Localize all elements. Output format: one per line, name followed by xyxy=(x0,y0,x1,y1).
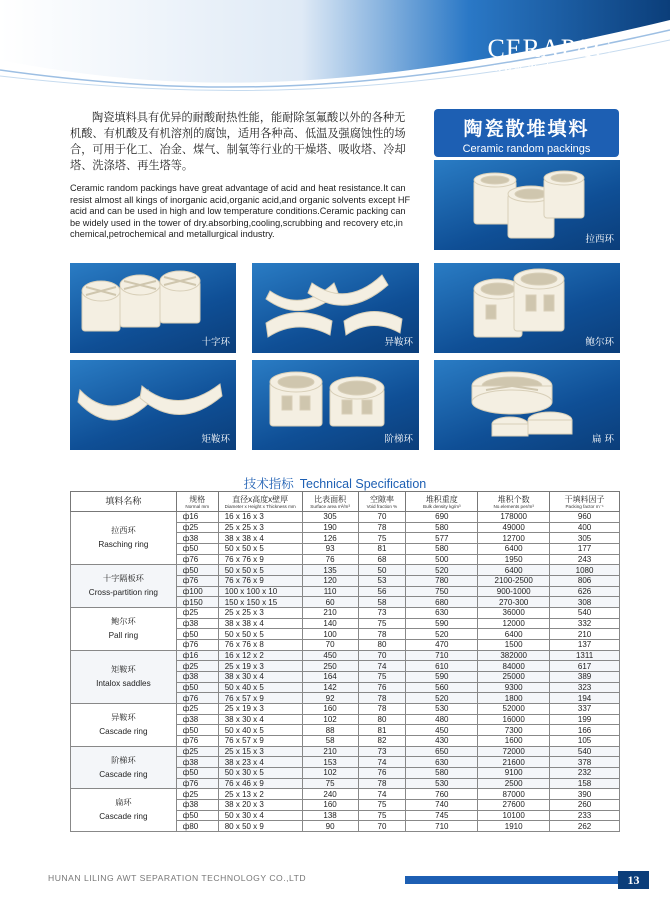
surface-area-cell: 102 xyxy=(302,768,358,779)
element-count-cell: 12000 xyxy=(478,618,550,629)
surface-area-cell: 190 xyxy=(302,522,358,533)
packing-factor-cell: 137 xyxy=(550,640,620,651)
packing-factor-cell: 233 xyxy=(550,810,620,821)
spec-title xyxy=(0,474,670,492)
void-fraction-cell: 53 xyxy=(358,576,406,587)
element-count-cell: 12700 xyxy=(478,533,550,544)
bulk-density-cell: 760 xyxy=(406,789,478,800)
dimensions-cell: 38 x 20 x 3 xyxy=(218,800,302,811)
surface-area-cell: 138 xyxy=(302,810,358,821)
void-fraction-cell: 70 xyxy=(358,512,406,523)
packing-factor-cell: 540 xyxy=(550,746,620,757)
surface-area-cell: 76 xyxy=(302,554,358,565)
surface-area-cell: 164 xyxy=(302,672,358,683)
surface-area-cell: 142 xyxy=(302,682,358,693)
size-cell: ф76 xyxy=(176,693,218,704)
packing-factor-cell: 332 xyxy=(550,618,620,629)
packing-name-cn: 异鞍环 xyxy=(111,712,136,722)
spec-title-cn: 技术指标 xyxy=(243,476,294,491)
element-count-cell: 87000 xyxy=(478,789,550,800)
packing-name-cn: 鲍尔环 xyxy=(111,616,136,626)
photo-label: 扁 环 xyxy=(591,434,614,445)
dimensions-cell: 50 x 50 x 5 xyxy=(218,565,302,576)
element-count-cell: 21600 xyxy=(478,757,550,768)
dimensions-cell: 76 x 46 x 9 xyxy=(218,778,302,789)
packing-name-en: Cascade ring xyxy=(99,726,148,736)
dimensions-cell: 80 x 50 x 9 xyxy=(218,821,302,832)
bulk-density-cell: 520 xyxy=(406,629,478,640)
surface-area-cell: 126 xyxy=(302,533,358,544)
photo-pall-ring xyxy=(434,263,620,353)
dimensions-cell: 150 x 150 x 15 xyxy=(218,597,302,608)
dimensions-cell: 25 x 19 x 3 xyxy=(218,704,302,715)
photo-intalox-saddle xyxy=(70,360,236,450)
packing-factor-cell: 806 xyxy=(550,576,620,587)
dimensions-cell: 50 x 50 x 5 xyxy=(218,544,302,555)
void-fraction-cell: 82 xyxy=(358,736,406,747)
packing-factor-cell: 194 xyxy=(550,693,620,704)
col-header-bulk-density: 堆积重度 Bulk density kg/m³ xyxy=(406,492,478,512)
packing-factor-cell: 617 xyxy=(550,661,620,672)
bulk-density-cell: 780 xyxy=(406,576,478,587)
surface-area-cell: 60 xyxy=(302,597,358,608)
element-count-cell: 900-1000 xyxy=(478,586,550,597)
void-fraction-cell: 76 xyxy=(358,768,406,779)
packing-name-en: Cascade ring xyxy=(99,769,148,779)
void-fraction-cell: 50 xyxy=(358,565,406,576)
packing-name-cn: 矩鞍环 xyxy=(111,664,136,674)
size-cell: ф76 xyxy=(176,778,218,789)
dimensions-cell: 50 x 30 x 5 xyxy=(218,768,302,779)
bulk-density-cell: 580 xyxy=(406,544,478,555)
col-header-element-count: 堆积个数 No.elements per/m³ xyxy=(478,492,550,512)
bulk-density-cell: 530 xyxy=(406,704,478,715)
size-cell: ф38 xyxy=(176,714,218,725)
dimensions-cell: 76 x 57 x 9 xyxy=(218,736,302,747)
size-cell: ф76 xyxy=(176,554,218,565)
void-fraction-cell: 78 xyxy=(358,704,406,715)
packing-factor-cell: 1311 xyxy=(550,650,620,661)
size-cell: ф25 xyxy=(176,704,218,715)
surface-area-cell: 110 xyxy=(302,586,358,597)
intro-chinese: 陶瓷填料具有优异的耐酸耐热性能，能耐除氢氟酸以外的各种无机酸、有机酸及有机溶剂的腐蚀，适用各种高、低温及强腐蚀性的场合，可用于化工、冶金、煤气、制氧等行业的干燥塔、吸收塔、冷却塔、洗涤塔、再生塔等。 xyxy=(70,111,406,172)
bulk-density-cell: 500 xyxy=(406,554,478,565)
packing-name-cn: 十字隔板环 xyxy=(102,574,144,584)
void-fraction-cell: 74 xyxy=(358,789,406,800)
size-cell: ф76 xyxy=(176,640,218,651)
photo-label: 阶梯环 xyxy=(384,434,413,445)
bulk-density-cell: 560 xyxy=(406,682,478,693)
spec-table xyxy=(70,491,620,832)
col-header-dimensions: 直径x高度x壁厚 Diameter x Height x Thickness mm xyxy=(218,492,302,512)
spec-table-body xyxy=(71,512,620,832)
surface-area-cell: 210 xyxy=(302,746,358,757)
photo-flat-ring xyxy=(434,360,620,450)
size-cell: ф25 xyxy=(176,746,218,757)
bulk-density-cell: 530 xyxy=(406,778,478,789)
void-fraction-cell: 81 xyxy=(358,544,406,555)
dimensions-cell: 76 x 76 x 8 xyxy=(218,640,302,651)
size-cell: ф25 xyxy=(176,522,218,533)
void-fraction-cell: 78 xyxy=(358,522,406,533)
packing-name-cell xyxy=(71,650,177,703)
surface-area-cell: 160 xyxy=(302,704,358,715)
packing-factor-cell: 400 xyxy=(550,522,620,533)
void-fraction-cell: 56 xyxy=(358,586,406,597)
surface-area-cell: 135 xyxy=(302,565,358,576)
col-header-size: 规格 Normal mm xyxy=(176,492,218,512)
bulk-density-cell: 580 xyxy=(406,768,478,779)
surface-area-cell: 92 xyxy=(302,693,358,704)
photo-cascade-ring xyxy=(252,360,419,450)
surface-area-cell: 90 xyxy=(302,821,358,832)
packing-name-cell xyxy=(71,704,177,747)
size-cell: ф80 xyxy=(176,821,218,832)
page-footer xyxy=(0,873,670,887)
packing-factor-cell: 243 xyxy=(550,554,620,565)
packing-factor-cell: 323 xyxy=(550,682,620,693)
packing-name-en: Cascade ring xyxy=(99,812,148,822)
surface-area-cell: 58 xyxy=(302,736,358,747)
surface-area-cell: 250 xyxy=(302,661,358,672)
size-cell: ф150 xyxy=(176,597,218,608)
company-name: HUNAN LILING AWT SEPARATION TECHNOLOGY CO.,LTD xyxy=(48,873,307,883)
bulk-density-cell: 520 xyxy=(406,565,478,576)
element-count-cell: 72000 xyxy=(478,746,550,757)
size-cell: ф25 xyxy=(176,661,218,672)
bulk-density-cell: 710 xyxy=(406,821,478,832)
bulk-density-cell: 650 xyxy=(406,746,478,757)
size-cell: ф38 xyxy=(176,672,218,683)
element-count-cell: 1500 xyxy=(478,640,550,651)
dimensions-cell: 16 x 16 x 3 xyxy=(218,512,302,523)
surface-area-cell: 450 xyxy=(302,650,358,661)
photo-label: 鲍尔环 xyxy=(585,337,614,348)
dimensions-cell: 100 x 100 x 10 xyxy=(218,586,302,597)
packing-name-cell xyxy=(71,565,177,608)
packing-name-cn: 拉西环 xyxy=(111,526,136,536)
size-cell: ф25 xyxy=(176,608,218,619)
photo-cascade-saddle xyxy=(252,263,419,353)
bulk-density-cell: 577 xyxy=(406,533,478,544)
void-fraction-cell: 74 xyxy=(358,661,406,672)
element-count-cell: 6400 xyxy=(478,544,550,555)
bulk-density-cell: 470 xyxy=(406,640,478,651)
bulk-density-cell: 680 xyxy=(406,597,478,608)
packing-factor-cell: 158 xyxy=(550,778,620,789)
bulk-density-cell: 750 xyxy=(406,586,478,597)
element-count-cell: 382000 xyxy=(478,650,550,661)
dimensions-cell: 50 x 40 x 5 xyxy=(218,682,302,693)
size-cell: ф38 xyxy=(176,800,218,811)
element-count-cell: 25000 xyxy=(478,672,550,683)
size-cell: ф50 xyxy=(176,629,218,640)
table-row xyxy=(71,512,620,523)
size-cell: ф38 xyxy=(176,618,218,629)
void-fraction-cell: 80 xyxy=(358,714,406,725)
packing-name-cn: 扁环 xyxy=(115,798,132,808)
bulk-density-cell: 520 xyxy=(406,693,478,704)
void-fraction-cell: 78 xyxy=(358,629,406,640)
packing-name-cell xyxy=(71,789,177,832)
dimensions-cell: 25 x 19 x 3 xyxy=(218,661,302,672)
table-row xyxy=(71,746,620,757)
size-cell: ф50 xyxy=(176,810,218,821)
dimensions-cell: 50 x 50 x 5 xyxy=(218,629,302,640)
element-count-cell: 10100 xyxy=(478,810,550,821)
void-fraction-cell: 73 xyxy=(358,746,406,757)
element-count-cell: 52000 xyxy=(478,704,550,715)
void-fraction-cell: 74 xyxy=(358,757,406,768)
bulk-density-cell: 590 xyxy=(406,672,478,683)
table-row xyxy=(71,789,620,800)
packing-name-en: Rasching ring xyxy=(98,540,149,550)
void-fraction-cell: 76 xyxy=(358,682,406,693)
size-cell: ф100 xyxy=(176,586,218,597)
element-count-cell: 6400 xyxy=(478,629,550,640)
surface-area-cell: 88 xyxy=(302,725,358,736)
element-count-cell: 178000 xyxy=(478,512,550,523)
element-count-cell: 1910 xyxy=(478,821,550,832)
col-header-void-fraction: 空隙率 Void fraction % xyxy=(358,492,406,512)
size-cell: ф25 xyxy=(176,789,218,800)
packing-factor-cell: 177 xyxy=(550,544,620,555)
dimensions-cell: 38 x 23 x 4 xyxy=(218,757,302,768)
void-fraction-cell: 78 xyxy=(358,693,406,704)
product-title-box xyxy=(434,109,619,157)
packing-factor-cell: 105 xyxy=(550,736,620,747)
table-row xyxy=(71,565,620,576)
size-cell: ф76 xyxy=(176,736,218,747)
element-count-cell: 6400 xyxy=(478,565,550,576)
void-fraction-cell: 75 xyxy=(358,810,406,821)
dimensions-cell: 38 x 38 x 4 xyxy=(218,618,302,629)
intro-english: Ceramic random packings have great advantage of acid and heat resistance.It can resist almost all kings of inorganic acid,organic acid,and organic solvents except HF acid and can be used in high and low temperature conditions.Ceramic packing can be widely used in the tower of dry.absorbing,cooling,scrubbing and recovery etc,in chemical,petrochemical and metallurgical industry. xyxy=(70,183,411,239)
dimensions-cell: 38 x 30 x 4 xyxy=(218,714,302,725)
bulk-density-cell: 580 xyxy=(406,522,478,533)
element-count-cell: 36000 xyxy=(478,608,550,619)
packing-name-en: Intalox saddles xyxy=(96,678,151,688)
photo-raschig-ring xyxy=(434,160,620,250)
bulk-density-cell: 740 xyxy=(406,800,478,811)
photo-label: 拉西环 xyxy=(585,234,614,245)
brand-logo-text: CERAPAC xyxy=(487,34,612,63)
bulk-density-cell: 590 xyxy=(406,618,478,629)
col-header-name: 填料名称 xyxy=(71,492,177,512)
packing-factor-cell: 960 xyxy=(550,512,620,523)
element-count-cell: 7300 xyxy=(478,725,550,736)
table-header-row xyxy=(71,492,620,512)
table-row xyxy=(71,650,620,661)
packing-factor-cell: 1080 xyxy=(550,565,620,576)
surface-area-cell: 75 xyxy=(302,778,358,789)
dimensions-cell: 25 x 13 x 2 xyxy=(218,789,302,800)
packing-factor-cell: 626 xyxy=(550,586,620,597)
void-fraction-cell: 75 xyxy=(358,533,406,544)
packing-name-cell xyxy=(71,746,177,789)
header-banner xyxy=(0,0,670,92)
product-title-en: Ceramic random packings xyxy=(462,143,591,155)
element-count-cell: 9100 xyxy=(478,768,550,779)
void-fraction-cell: 75 xyxy=(358,800,406,811)
element-count-cell: 1600 xyxy=(478,736,550,747)
packing-name-cell xyxy=(71,512,177,565)
dimensions-cell: 38 x 30 x 4 xyxy=(218,672,302,683)
void-fraction-cell: 70 xyxy=(358,650,406,661)
surface-area-cell: 240 xyxy=(302,789,358,800)
page-number: 13 xyxy=(618,871,649,889)
element-count-cell: 2100-2500 xyxy=(478,576,550,587)
dimensions-cell: 25 x 25 x 3 xyxy=(218,608,302,619)
packing-factor-cell: 199 xyxy=(550,714,620,725)
size-cell: ф50 xyxy=(176,544,218,555)
product-title-cn: 陶瓷散堆填料 xyxy=(463,118,590,140)
bulk-density-cell: 430 xyxy=(406,736,478,747)
packing-factor-cell: 260 xyxy=(550,800,620,811)
bulk-density-cell: 690 xyxy=(406,512,478,523)
element-count-cell: 9300 xyxy=(478,682,550,693)
void-fraction-cell: 73 xyxy=(358,608,406,619)
packing-factor-cell: 305 xyxy=(550,533,620,544)
element-count-cell: 2500 xyxy=(478,778,550,789)
void-fraction-cell: 75 xyxy=(358,672,406,683)
photo-label: 十字环 xyxy=(201,337,230,348)
packing-name-en: Cross-partition ring xyxy=(88,588,158,598)
surface-area-cell: 93 xyxy=(302,544,358,555)
surface-area-cell: 210 xyxy=(302,608,358,619)
surface-area-cell: 70 xyxy=(302,640,358,651)
void-fraction-cell: 81 xyxy=(358,725,406,736)
packing-factor-cell: 232 xyxy=(550,768,620,779)
size-cell: ф50 xyxy=(176,682,218,693)
void-fraction-cell: 78 xyxy=(358,778,406,789)
photo-cross-partition-ring xyxy=(70,263,236,353)
surface-area-cell: 305 xyxy=(302,512,358,523)
surface-area-cell: 120 xyxy=(302,576,358,587)
size-cell: ф38 xyxy=(176,533,218,544)
packing-factor-cell: 389 xyxy=(550,672,620,683)
bulk-density-cell: 630 xyxy=(406,757,478,768)
void-fraction-cell: 58 xyxy=(358,597,406,608)
col-header-surface-area: 比表面积 Surface area m²/m³ xyxy=(302,492,358,512)
element-count-cell: 16000 xyxy=(478,714,550,725)
size-cell: ф16 xyxy=(176,650,218,661)
surface-area-cell: 140 xyxy=(302,618,358,629)
void-fraction-cell: 75 xyxy=(358,618,406,629)
packing-factor-cell: 390 xyxy=(550,789,620,800)
element-count-cell: 1800 xyxy=(478,693,550,704)
size-cell: ф50 xyxy=(176,565,218,576)
packing-name-cell xyxy=(71,608,177,651)
packing-factor-cell: 337 xyxy=(550,704,620,715)
spec-title-en: Technical Specification xyxy=(299,477,427,491)
table-row xyxy=(71,608,620,619)
size-cell: ф50 xyxy=(176,768,218,779)
dimensions-cell: 25 x 25 x 3 xyxy=(218,522,302,533)
bulk-density-cell: 630 xyxy=(406,608,478,619)
col-header-packing-factor: 干填料因子 Packing factor m⁻¹ xyxy=(550,492,620,512)
dimensions-cell: 76 x 76 x 9 xyxy=(218,554,302,565)
dimensions-cell: 38 x 38 x 4 xyxy=(218,533,302,544)
packing-factor-cell: 378 xyxy=(550,757,620,768)
bulk-density-cell: 745 xyxy=(406,810,478,821)
dimensions-cell: 16 x 12 x 2 xyxy=(218,650,302,661)
table-row xyxy=(71,704,620,715)
dimensions-cell: 76 x 76 x 9 xyxy=(218,576,302,587)
packing-factor-cell: 262 xyxy=(550,821,620,832)
dimensions-cell: 50 x 40 x 5 xyxy=(218,725,302,736)
packing-factor-cell: 210 xyxy=(550,629,620,640)
packing-name-cn: 阶梯环 xyxy=(111,755,136,765)
photo-label: 异鞍环 xyxy=(384,337,413,348)
size-cell: ф38 xyxy=(176,757,218,768)
element-count-cell: 27600 xyxy=(478,800,550,811)
bulk-density-cell: 610 xyxy=(406,661,478,672)
void-fraction-cell: 70 xyxy=(358,821,406,832)
element-count-cell: 49000 xyxy=(478,522,550,533)
dimensions-cell: 76 x 57 x 9 xyxy=(218,693,302,704)
bulk-density-cell: 450 xyxy=(406,725,478,736)
element-count-cell: 1950 xyxy=(478,554,550,565)
surface-area-cell: 153 xyxy=(302,757,358,768)
website-url: www.weitehn.com xyxy=(493,62,612,74)
void-fraction-cell: 68 xyxy=(358,554,406,565)
packing-factor-cell: 308 xyxy=(550,597,620,608)
bulk-density-cell: 710 xyxy=(406,650,478,661)
packing-name-en: Pall ring xyxy=(108,630,139,640)
element-count-cell: 270-300 xyxy=(478,597,550,608)
size-cell: ф76 xyxy=(176,576,218,587)
photo-label: 矩鞍环 xyxy=(201,434,230,445)
surface-area-cell: 102 xyxy=(302,714,358,725)
surface-area-cell: 160 xyxy=(302,800,358,811)
packing-factor-cell: 166 xyxy=(550,725,620,736)
dimensions-cell: 25 x 15 x 3 xyxy=(218,746,302,757)
packing-factor-cell: 540 xyxy=(550,608,620,619)
size-cell: ф50 xyxy=(176,725,218,736)
dimensions-cell: 50 x 30 x 4 xyxy=(218,810,302,821)
size-cell: ф16 xyxy=(176,512,218,523)
void-fraction-cell: 80 xyxy=(358,640,406,651)
footer-bar xyxy=(405,876,618,884)
element-count-cell: 84000 xyxy=(478,661,550,672)
bulk-density-cell: 480 xyxy=(406,714,478,725)
surface-area-cell: 100 xyxy=(302,629,358,640)
